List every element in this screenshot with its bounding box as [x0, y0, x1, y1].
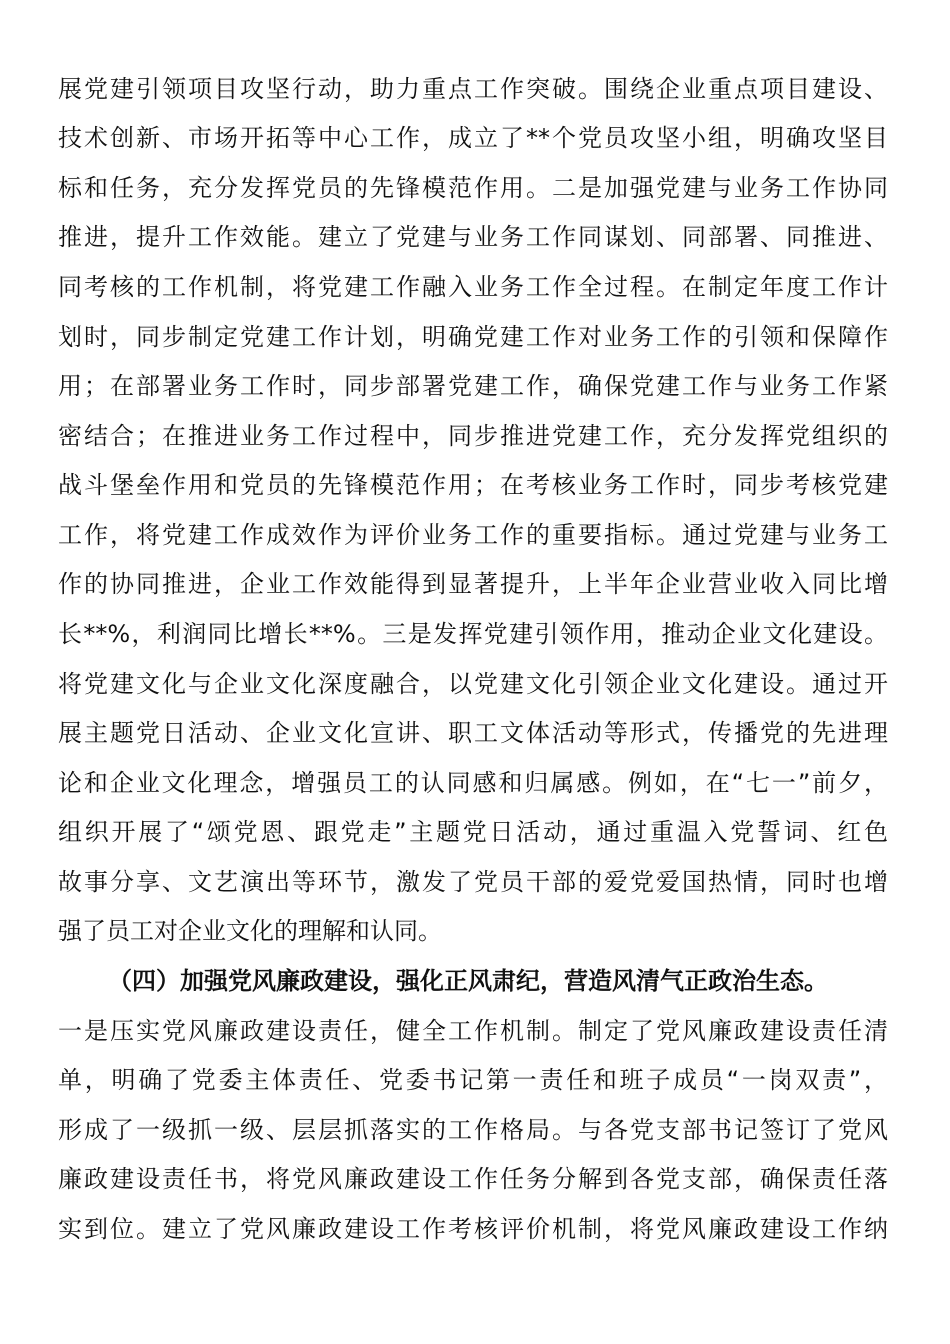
text-line: 强了员工对企业文化的理解和认同。	[58, 917, 442, 945]
text-line: 形成了一级抓一级、层层抓落实的工作格局。与各党支部书记签订了党风	[58, 1116, 888, 1144]
text-line: 用；在部署业务工作时，同步部署党建工作，确保党建工作与业务工作紧	[58, 372, 888, 400]
text-line: 故事分享、文艺演出等环节，激发了党员干部的爱党爱国热情，同时也增	[58, 868, 888, 896]
text-line: 技术创新、市场开拓等中心工作，成立了**个党员攻坚小组，明确攻坚目	[58, 124, 888, 152]
text-line: 划时，同步制定党建工作计划，明确党建工作对业务工作的引领和保障作	[58, 323, 888, 351]
text-line: 展主题党日活动、企业文化宣讲、职工文体活动等形式，传播党的先进理	[58, 719, 888, 747]
text-line: 组织开展了“颂党恩、跟党走”主题党日活动，通过重温入党誓词、红色	[58, 818, 888, 846]
text-line: 密结合；在推进业务工作过程中，同步推进党建工作，充分发挥党组织的	[58, 422, 888, 450]
text-line: 展党建引领项目攻坚行动，助力重点工作突破。围绕企业重点项目建设、	[58, 75, 888, 103]
text-line: 长**%，利润同比增长**%。三是发挥党建引领作用，推动企业文化建设。	[58, 620, 888, 648]
text-line: 单，明确了党委主体责任、党委书记第一责任和班子成员“一岗双责”，	[58, 1066, 888, 1094]
text-line: 廉政建设责任书，将党风廉政建设工作任务分解到各党支部，确保责任落	[58, 1165, 888, 1193]
text-line: 标和任务，充分发挥党员的先锋模范作用。二是加强党建与业务工作协同	[58, 174, 888, 202]
text-line: 论和企业文化理念，增强员工的认同感和归属感。例如，在“七一”前夕，	[58, 769, 888, 797]
text-line: 同考核的工作机制，将党建工作融入业务工作全过程。在制定年度工作计	[58, 273, 888, 301]
section-heading: （四）加强党风廉政建设，强化正风肃纪，营造风清气正政治生态。	[108, 967, 828, 995]
text-line: 作的协同推进，企业工作效能得到显著提升，上半年企业营业收入同比增	[58, 570, 888, 598]
text-line: 将党建文化与企业文化深度融合，以党建文化引领企业文化建设。通过开	[58, 670, 888, 698]
text-line: 实到位。建立了党风廉政建设工作考核评价机制，将党风廉政建设工作纳	[58, 1215, 888, 1243]
text-line: 一是压实党风廉政建设责任，健全工作机制。制定了党风廉政建设责任清	[58, 1017, 888, 1045]
text-line: 工作，将党建工作成效作为评价业务工作的重要指标。通过党建与业务工	[58, 521, 888, 549]
text-line: 推进，提升工作效能。建立了党建与业务工作同谋划、同部署、同推进、	[58, 223, 888, 251]
text-line: 战斗堡垒作用和党员的先锋模范作用；在考核业务工作时，同步考核党建	[58, 471, 888, 499]
